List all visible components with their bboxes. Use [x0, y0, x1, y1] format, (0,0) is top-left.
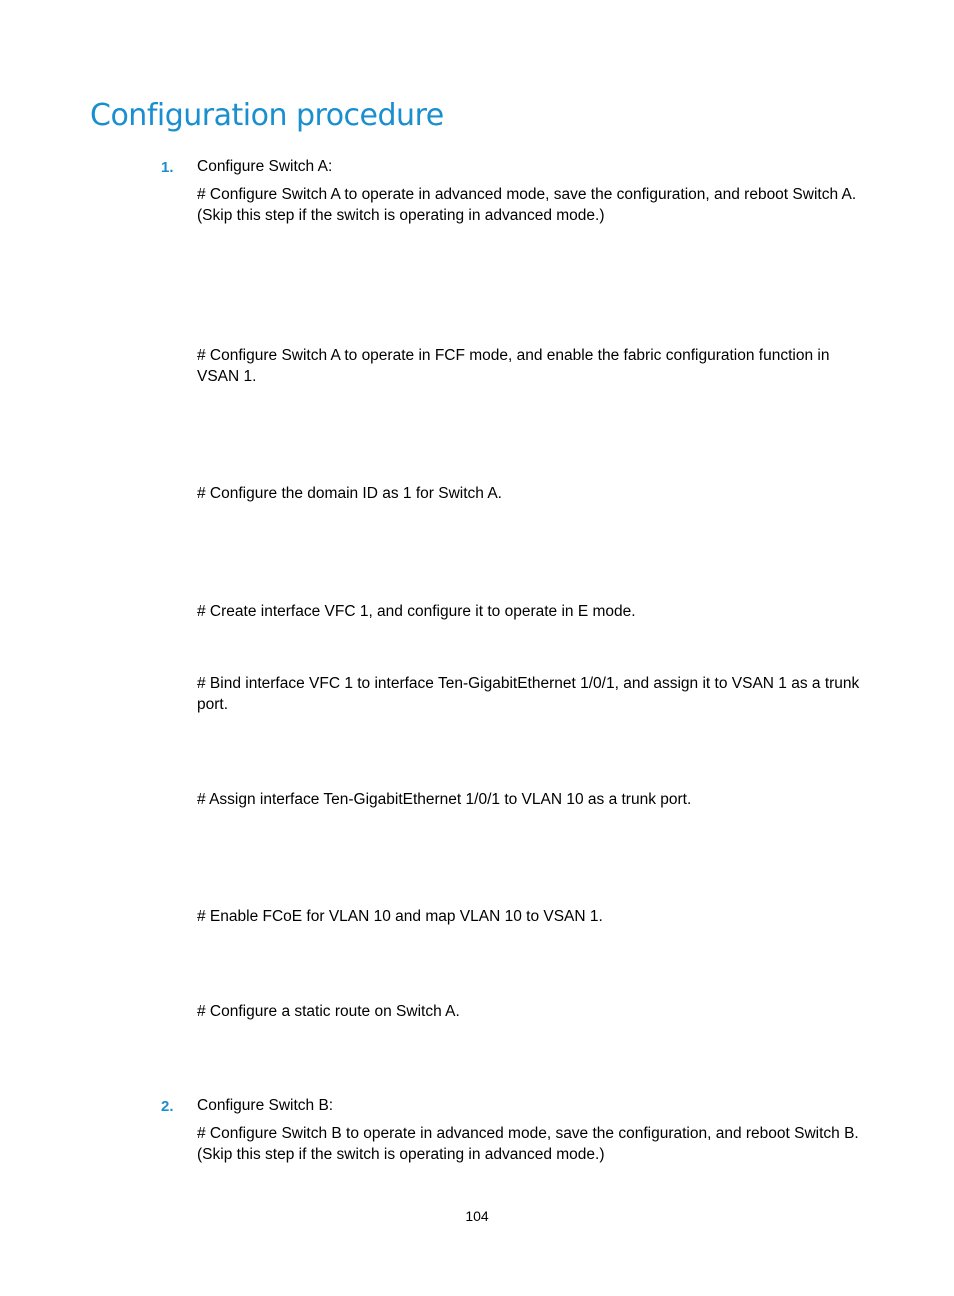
step-label-2: Configure Switch B: [197, 1097, 334, 1114]
step-number-1: 1. [161, 159, 174, 176]
step-1-paragraph-create-vfc: # Create interface VFC 1, and configure it to operate in E mode. [197, 603, 636, 620]
step-1-paragraph-bind-vfc: # Bind interface VFC 1 to interface Ten-GigabitEthernet 1/0/1, and assign it to VSAN 1 as a trunk port. [197, 675, 860, 713]
step-1-paragraph-assign-vlan: # Assign interface Ten-GigabitEthernet 1/0/1 to VLAN 10 as a trunk port. [197, 791, 692, 808]
step-1-paragraph-static-route: # Configure a static route on Switch A. [197, 1003, 460, 1020]
step-label-1: Configure Switch A: [197, 158, 333, 175]
step-1-paragraph-enable-fcoe: # Enable FCoE for VLAN 10 and map VLAN 10 to VSAN 1. [197, 908, 603, 925]
step-2-paragraph-advanced-mode: # Configure Switch B to operate in advanced mode, save the configuration, and reboot Switch B. (Skip this step if the switch is operating in advanced mode.) [197, 1125, 859, 1163]
step-1-paragraph-advanced-mode: # Configure Switch A to operate in advanced mode, save the configuration, and reboot Switch A. (Skip this step if the switch is operating in advanced mode.) [197, 186, 857, 224]
page-title: Configuration procedure [90, 98, 444, 133]
page-number: 104 [465, 1208, 489, 1224]
step-1-paragraph-domain-id: # Configure the domain ID as 1 for Switch A. [197, 485, 502, 502]
step-number-2: 2. [161, 1098, 174, 1115]
step-1-paragraph-fcf-mode: # Configure Switch A to operate in FCF mode, and enable the fabric configuration function in VSAN 1. [197, 347, 830, 385]
